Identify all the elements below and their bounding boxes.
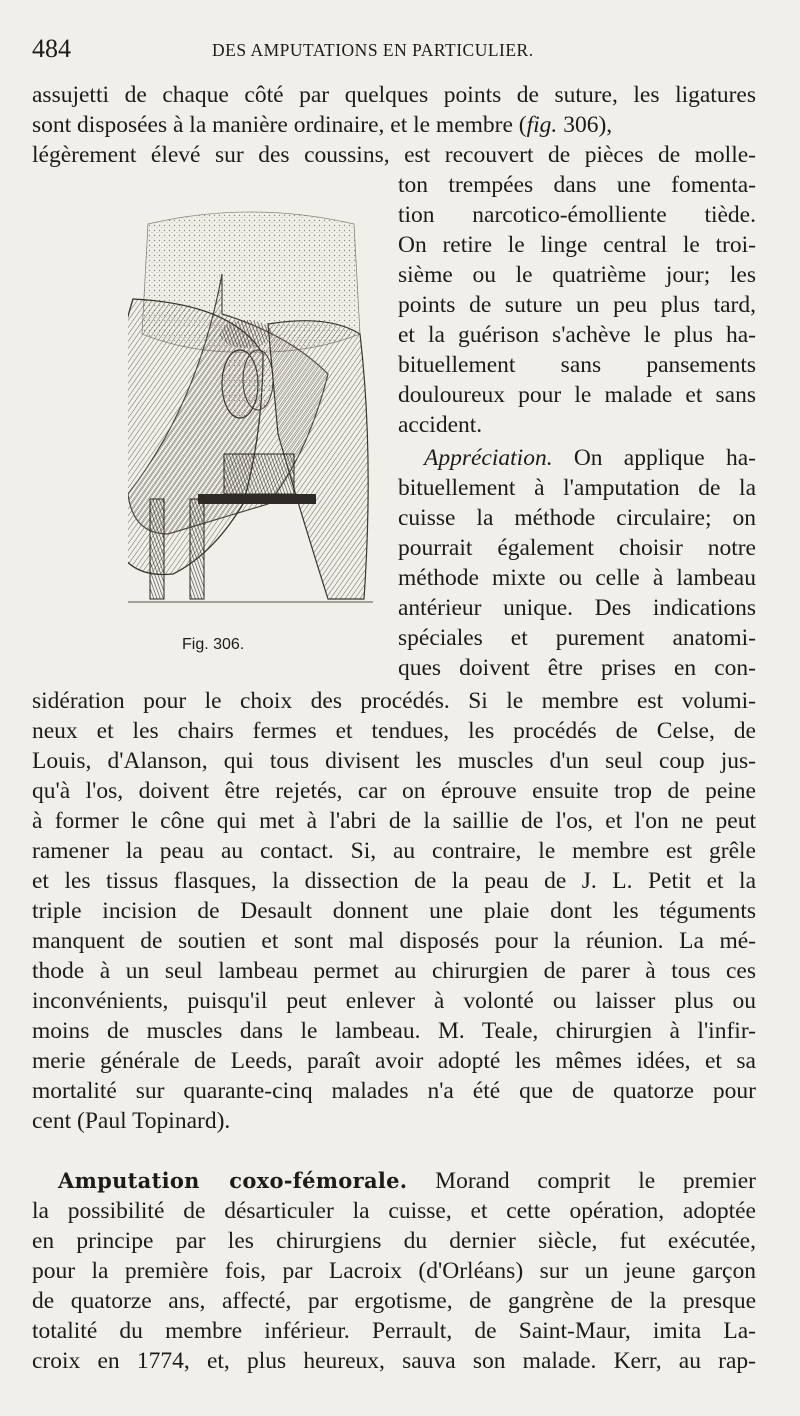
text-line: bituellement à l'amputation de la <box>398 475 756 501</box>
text-line: bituellement sans pansements <box>398 352 756 378</box>
page-header <box>32 34 760 68</box>
text-line: antérieur unique. Des indications <box>398 595 756 621</box>
text-line: spéciales et purement anatomi- <box>398 625 756 651</box>
text-line: neux et les chairs fermes et tendues, les procédés de Celse, de <box>32 718 756 744</box>
section-first-line <box>58 1166 756 1196</box>
text-line: ques doivent être prises en con- <box>398 655 756 681</box>
text-line: en principe par les chirurgiens du dernier siècle, fut exécutée, <box>32 1228 756 1254</box>
text-line: de quatorze ans, affecté, par ergotisme, de gangrène de la presque <box>32 1288 756 1314</box>
text-line: accident. <box>398 412 483 438</box>
text-line: manquent de soutien et sont mal disposés pour la réunion. La mé- <box>32 928 756 954</box>
text-line: pour la première fois, par Lacroix (d'Orléans) sur un jeune garçon <box>32 1258 756 1284</box>
text-line: inconvénients, puisqu'il peut enlever à volonté ou laisser plus ou <box>32 988 756 1014</box>
text-line: légèrement élevé sur des coussins, est recouvert de pièces de molle- <box>32 142 756 168</box>
text-line: tion narcotico-émolliente tiède. <box>398 202 756 228</box>
text-line: triple incision de Desault donnent une plaie dont les téguments <box>32 898 756 924</box>
running-title: DES AMPUTATIONS EN PARTICULIER. <box>212 40 534 60</box>
text-line: sidération pour le choix des procédés. Si le membre est volumi- <box>32 688 756 714</box>
text-line: moins de muscles dans le lambeau. M. Teale, chirurgien à l'infir- <box>32 1018 756 1044</box>
text-line: Appréciation. On applique ha- <box>424 445 756 471</box>
figure-306-illustration <box>128 204 373 616</box>
text-line: cuisse la méthode circulaire; on <box>398 505 756 531</box>
text-line: On retire le linge central le troi- <box>398 232 756 258</box>
text-line: ramener la peau au contact. Si, au contraire, le membre est grêle <box>32 838 756 864</box>
text-line: merie générale de Leeds, paraît avoir adopté les mêmes idées, et sa <box>32 1048 756 1074</box>
text-line: la possibilité de désarticuler la cuisse, et cette opération, adoptée <box>32 1198 756 1224</box>
text-line: points de suture un peu plus tard, <box>398 292 756 318</box>
text-line: et les tissus flasques, la dissection de la peau de J. L. Petit et la <box>32 868 756 894</box>
text-line: et la guérison s'achève le plus ha- <box>398 322 756 348</box>
section-heading: Amputation coxo-fémorale. <box>58 1168 408 1193</box>
text-line: ton trempées dans une fomenta- <box>398 172 756 198</box>
text-line: méthode mixte ou celle à lambeau <box>398 565 756 591</box>
text-line: Louis, d'Alanson, qui tous divisent les muscles d'un seul coup jus- <box>32 748 756 774</box>
text-line: croix en 1774, et, plus heureux, sauva son malade. Kerr, au rap- <box>32 1348 756 1374</box>
section-first-line-text: Morand comprit le premier <box>435 1168 756 1194</box>
page-number: 484 <box>32 34 71 63</box>
text-line: à former le cône qui met à l'abri de la saillie de l'os, et l'on ne peut <box>32 808 756 834</box>
text-line: pourrait également choisir notre <box>398 535 756 561</box>
text-line: douloureux pour le malade et sans <box>398 382 756 408</box>
text-line: thode à un seul lambeau permet au chirurgien de parer à tous ces <box>32 958 756 984</box>
text-line: mortalité sur quarante-cinq malades n'a été que de quatorze pour <box>32 1078 756 1104</box>
text-line: totalité du membre inférieur. Perrault, de Saint-Maur, imita La- <box>32 1318 756 1344</box>
text-line: assujetti de chaque côté par quelques points de suture, les ligatures <box>32 82 756 108</box>
text-line: qu'à l'os, doivent être rejetés, car on éprouve ensuite trop de peine <box>32 778 756 804</box>
text-line: cent (Paul Topinard). <box>32 1108 231 1134</box>
figure-caption: Fig. 306. <box>182 636 245 653</box>
text-line: sont disposées à la manière ordinaire, et le membre (fig. 306), <box>32 112 613 138</box>
text-line: sième ou le quatrième jour; les <box>398 262 756 288</box>
